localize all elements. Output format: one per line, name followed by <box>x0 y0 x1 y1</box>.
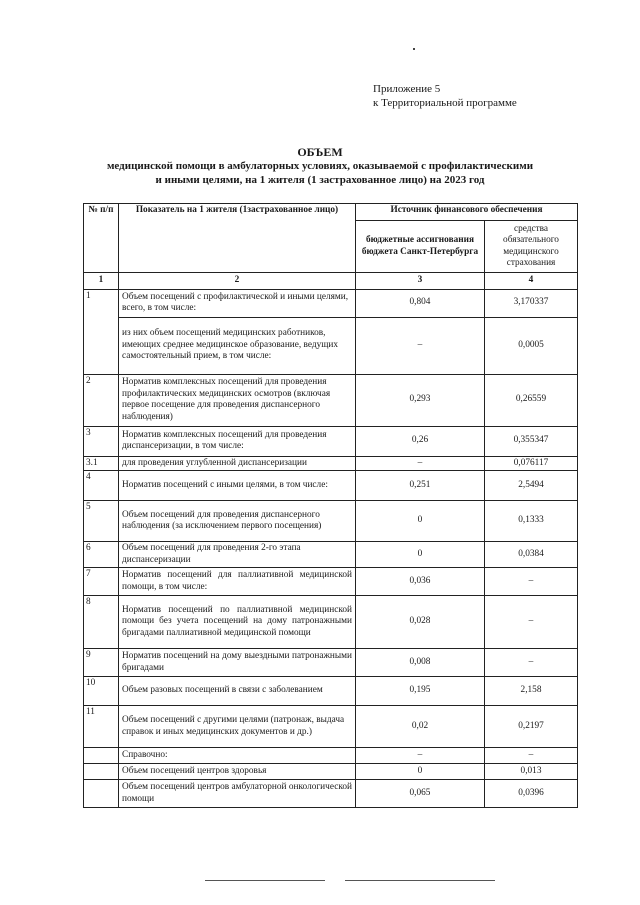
row-oms-value: 3,170337 <box>485 289 578 317</box>
row-indicator: для проведения углубленной диспансеризации <box>119 456 356 471</box>
row-oms-value: 0,013 <box>485 764 578 780</box>
row-indicator: Норматив посещений с иными целями, в том числе: <box>119 471 356 501</box>
row-number: 3 <box>84 426 119 456</box>
row-number: 5 <box>84 501 119 542</box>
title-line-2: и иными целями, на 1 жителя (1 застрахованное лицо) на 2023 год <box>155 174 485 186</box>
row-number: 8 <box>84 596 119 649</box>
table-row <box>84 426 578 456</box>
header-indicator: Показатель на 1 жителя (1застрахованное лицо) <box>119 204 356 273</box>
row-budget-value: 0,804 <box>356 289 485 317</box>
table-row <box>84 677 578 706</box>
col-number: 4 <box>485 273 578 290</box>
header-num: № п/п <box>84 204 119 273</box>
row-oms-value: 0,1333 <box>485 501 578 542</box>
row-budget-value: 0,251 <box>356 471 485 501</box>
row-oms-value: 0,2197 <box>485 706 578 748</box>
row-budget-value: 0 <box>356 501 485 542</box>
table-row <box>84 501 578 542</box>
volume-table <box>83 203 578 808</box>
table-row <box>84 568 578 596</box>
col-number: 1 <box>84 273 119 290</box>
title-line-1: медицинской помощи в амбулаторных условиях, оказываемой с профилактическими <box>106 160 534 172</box>
row-indicator: из них объем посещений медицинских работников, имеющих среднее медицинское образование, ведущих самостоятельный прием, в том числе: <box>119 317 356 374</box>
row-number: 4 <box>84 471 119 501</box>
table-row <box>84 542 578 568</box>
row-number: 1 <box>84 289 119 374</box>
row-oms-value: 0,076117 <box>485 456 578 471</box>
row-indicator: Объем посещений центров амбулаторной онкологической помощи <box>119 780 356 808</box>
row-number: 7 <box>84 568 119 596</box>
row-indicator: Объем разовых посещений в связи с заболеванием <box>119 677 356 706</box>
row-budget-value: 0 <box>356 542 485 568</box>
row-oms-value: 2,5494 <box>485 471 578 501</box>
table-row <box>84 374 578 426</box>
row-oms-value: – <box>485 748 578 764</box>
row-indicator: Объем посещений центров здоровья <box>119 764 356 780</box>
header-oms: средства обязательного медицинского страхования <box>485 221 578 273</box>
row-oms-value: 0,0384 <box>485 542 578 568</box>
table-row <box>84 456 578 471</box>
document-title <box>0 145 640 187</box>
row-budget-value: 0,02 <box>356 706 485 748</box>
row-budget-value: – <box>356 456 485 471</box>
row-budget-value: 0,065 <box>356 780 485 808</box>
row-number: 6 <box>84 542 119 568</box>
scan-speck <box>413 48 415 50</box>
row-oms-value: – <box>485 568 578 596</box>
row-number: 11 <box>84 706 119 748</box>
row-budget-value: 0,008 <box>356 649 485 677</box>
row-number: 2 <box>84 374 119 426</box>
appendix-line-1: Приложение 5 <box>373 83 441 95</box>
table-row <box>84 706 578 748</box>
appendix-line-2: к Территориальной программе <box>373 97 517 109</box>
row-indicator: Объем посещений для проведения 2-го этапа диспансеризации <box>119 542 356 568</box>
footer-rule <box>345 880 495 881</box>
row-budget-value: 0,036 <box>356 568 485 596</box>
row-oms-value: 0,355347 <box>485 426 578 456</box>
row-oms-value: 2,158 <box>485 677 578 706</box>
row-number: 3.1 <box>84 456 119 471</box>
title-heading: ОБЪЕМ <box>297 145 343 159</box>
row-indicator: Норматив посещений для паллиативной медицинской помощи, в том числе: <box>119 568 356 596</box>
table-row <box>84 596 578 649</box>
row-oms-value: – <box>485 649 578 677</box>
row-budget-value: 0,26 <box>356 426 485 456</box>
table-row <box>84 780 578 808</box>
row-budget-value: 0,293 <box>356 374 485 426</box>
row-number <box>84 780 119 808</box>
row-number: 9 <box>84 649 119 677</box>
row-indicator: Объем посещений с другими целями (патронаж, выдача справок и иных медицинских документов и др.) <box>119 706 356 748</box>
row-indicator: Объем посещений с профилактической и иными целями, всего, в том числе: <box>119 289 356 317</box>
row-oms-value: 0,0396 <box>485 780 578 808</box>
col-number: 3 <box>356 273 485 290</box>
table-row <box>84 748 578 764</box>
appendix-note <box>373 82 517 110</box>
row-oms-value: 0,0005 <box>485 317 578 374</box>
row-indicator: Норматив комплексных посещений для проведения диспансеризации, в том числе: <box>119 426 356 456</box>
row-indicator: Справочно: <box>119 748 356 764</box>
row-oms-value: – <box>485 596 578 649</box>
row-indicator: Норматив посещений по паллиативной медицинской помощи без учета посещений на дому патронажными бригадами паллиативной медицинской помощи <box>119 596 356 649</box>
row-number <box>84 764 119 780</box>
row-number <box>84 748 119 764</box>
row-budget-value: 0,028 <box>356 596 485 649</box>
row-number: 10 <box>84 677 119 706</box>
row-budget-value: – <box>356 317 485 374</box>
col-number: 2 <box>119 273 356 290</box>
table-row <box>84 471 578 501</box>
table-row <box>84 317 578 374</box>
row-indicator: Норматив комплексных посещений для проведения профилактических медицинских осмотров (включая первое посещение для проведения диспансерного наблюдения) <box>119 374 356 426</box>
row-budget-value: 0,195 <box>356 677 485 706</box>
footer-rule <box>205 880 325 881</box>
row-budget-value: 0 <box>356 764 485 780</box>
row-indicator: Норматив посещений на дому выездными патронажными бригадами <box>119 649 356 677</box>
table-row <box>84 764 578 780</box>
row-indicator: Объем посещений для проведения диспансерного наблюдения (за исключением первого посещения) <box>119 501 356 542</box>
row-budget-value: – <box>356 748 485 764</box>
header-source: Источник финансового обеспечения <box>356 204 578 221</box>
header-budget: бюджетные ассигнования бюджета Санкт-Петербурга <box>356 221 485 273</box>
table-row <box>84 289 578 317</box>
table-row <box>84 649 578 677</box>
row-oms-value: 0,26559 <box>485 374 578 426</box>
